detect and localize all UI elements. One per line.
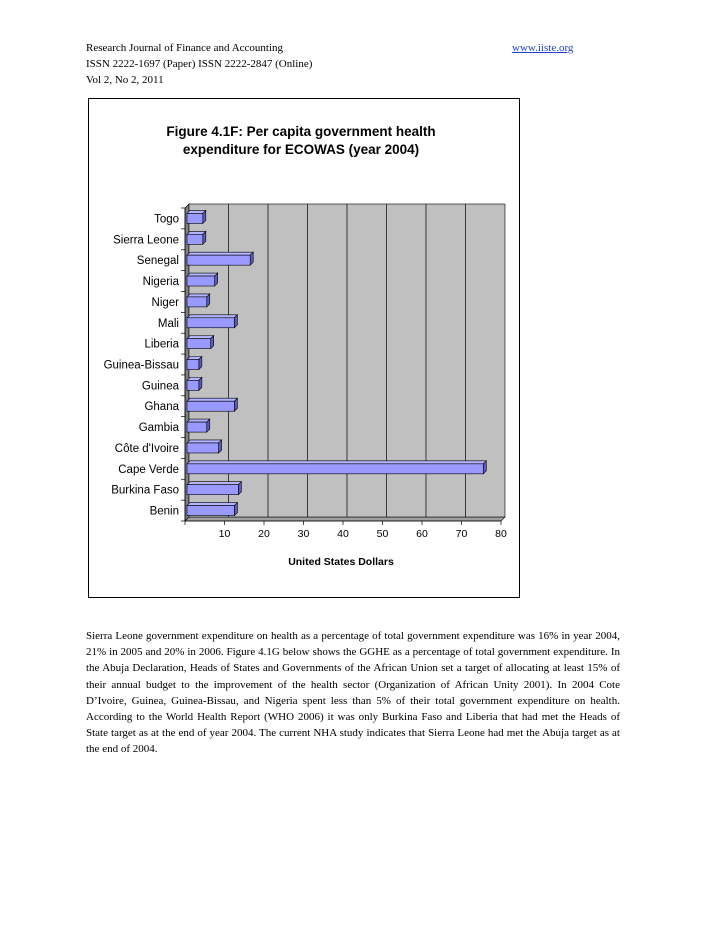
category-label: Guinea-Bissau: [103, 359, 179, 372]
bar: [187, 213, 203, 223]
journal-title: Research Journal of Finance and Accounting: [86, 42, 284, 54]
bar: [187, 506, 234, 516]
chart-title-line2: expenditure for ECOWAS (year 2004): [182, 142, 420, 157]
bar: [187, 360, 199, 370]
category-label: Senegal: [136, 255, 179, 268]
category-label: Niger: [151, 296, 179, 309]
category-label: Ghana: [144, 401, 179, 414]
bar-top: [187, 252, 253, 255]
category-label: Togo: [154, 213, 179, 226]
bar: [187, 297, 207, 307]
bar: [187, 443, 219, 453]
bar: [187, 276, 215, 286]
category-label: Burkina Faso: [111, 484, 179, 497]
category-label: Guinea: [141, 380, 179, 393]
bar-top: [187, 315, 237, 318]
x-tick-label: 60: [416, 528, 428, 540]
chart-title-line1: Figure 4.1F: Per capita government health: [166, 124, 436, 139]
journal-header: [86, 40, 312, 88]
bar-chart: [89, 99, 519, 597]
bar: [187, 339, 211, 349]
bar-top: [187, 419, 210, 422]
x-tick-label: 70: [455, 528, 468, 540]
issn-line: ISSN 2222-1697 (Paper) ISSN 2222-2847 (Online): [86, 58, 313, 70]
x-tick-label: 20: [258, 528, 270, 540]
x-axis-title: United States Dollars: [288, 556, 394, 568]
category-label: Sierra Leone: [113, 234, 179, 247]
bar: [187, 318, 234, 328]
journal-url-link[interactable]: www.iiste.org: [512, 42, 574, 54]
x-tick-label: 10: [218, 528, 231, 540]
bar: [187, 485, 238, 495]
category-label: Gambia: [138, 422, 179, 435]
plot-area: [104, 204, 507, 540]
body-paragraph: Sierra Leone government expenditure on health as a percentage of total government expenditure was 16% in year 2004, 21% in 2005 and 20% in 2006. Figure 4.1G below shows the GGHE as a percentage of total government expenditure. In the Abuja Declaration, Heads of States and Governments of the African Union set a target of allocating at least 15% of their annual budget to the improvement of the health sector (Organization of African Unity 2001). In 2004 Cote D’Ivoire, Guinea, Guinea-Bissau, and Nigeria spent less than 5% of their total government expenditure on health. According to the World Health Report (WHO 2006) it was only Burkina Faso and Liberia that had met the Heads of State target as at the end of year 2004. The current NHA study indicates that Sierra Leone had met the Abuja target as at the end of 2004.: [86, 630, 620, 756]
bar: [187, 255, 250, 265]
bar-top: [187, 398, 237, 401]
bar: [187, 234, 203, 244]
category-label: Cape Verde: [118, 463, 179, 476]
bar-top: [187, 503, 237, 506]
category-label: Liberia: [144, 338, 179, 351]
plot-floor: [185, 517, 505, 521]
bar-top: [187, 294, 210, 297]
x-tick-label: 50: [376, 528, 389, 540]
bar: [187, 464, 483, 474]
category-label: Mali: [157, 317, 179, 330]
bar-top: [187, 461, 486, 464]
x-tick-label: 40: [337, 528, 349, 540]
bar-top: [187, 336, 214, 339]
bar: [187, 422, 207, 432]
category-label: Côte d'Ivoire: [114, 442, 179, 455]
bar-top: [187, 482, 241, 485]
bar-top: [187, 440, 222, 443]
bar-top: [187, 273, 218, 276]
bar: [187, 380, 199, 390]
volume-line: Vol 2, No 2, 2011: [86, 74, 164, 86]
x-tick-label: 80: [495, 528, 507, 540]
category-label: Benin: [149, 505, 179, 518]
category-label: Nigeria: [142, 276, 179, 289]
x-tick-label: 30: [297, 528, 310, 540]
figure-frame: [88, 98, 520, 598]
bar: [187, 401, 234, 411]
